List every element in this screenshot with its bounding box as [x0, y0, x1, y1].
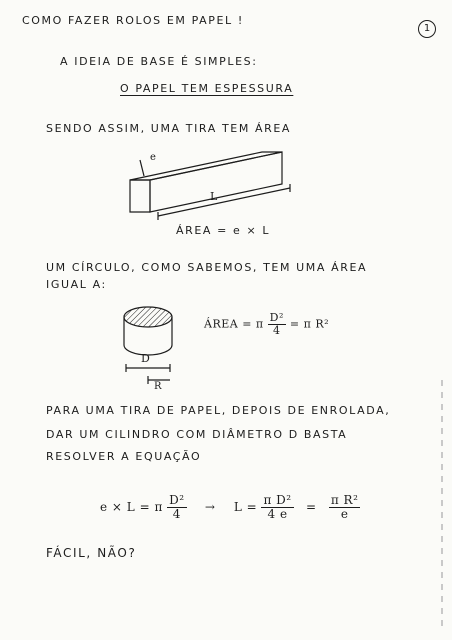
strip-width-label: e: [150, 152, 157, 163]
circle-line-2: IGUAL A:: [46, 278, 107, 291]
closing-question: FÁCIL, NÃO?: [46, 546, 137, 560]
page-edge-marks: [441, 380, 443, 630]
equation-mid-fraction: [261, 494, 293, 521]
equation-mid-numerator: π D²: [263, 493, 292, 507]
equation-mid-denominator: 4 e: [267, 507, 288, 522]
cylinder-radius-label: R: [154, 381, 163, 392]
page-title: COMO FAZER ROLOS EM PAPEL !: [22, 14, 244, 27]
strip-length-label: L: [210, 190, 218, 203]
circle-area-fraction: [268, 312, 286, 337]
page-number: 1: [418, 20, 436, 38]
cylinder-diameter-label: D: [141, 352, 151, 365]
circle-area-numerator: D²: [269, 311, 284, 324]
idea-line: A IDEIA DE BASE É SIMPLES:: [60, 55, 258, 68]
arrow-icon: →: [204, 500, 216, 515]
circle-area-formula: [204, 312, 329, 337]
final-equation: [100, 494, 360, 521]
equation-l-eq: L =: [233, 500, 258, 515]
paragraph-line-3: RESOLVER A EQUAÇÃO: [46, 450, 202, 463]
circle-area-prefix: ÁREA = π: [204, 317, 264, 331]
equation-lhs-denominator: 4: [172, 507, 181, 522]
equation-lhs-numerator: D²: [169, 493, 185, 507]
strip-area-text: ÁREA = e × L: [176, 224, 271, 237]
circle-area-rhs: = π R²: [289, 317, 330, 331]
equation-lhs-fraction: [167, 494, 186, 521]
equation-lhs: e × L = π: [100, 500, 163, 515]
equation-rhs-fraction: [329, 494, 361, 521]
thickness-line: O PAPEL TEM ESPESSURA: [120, 82, 294, 95]
equation-rhs-denominator: e: [340, 507, 349, 522]
paragraph-line-1: PARA UMA TIRA DE PAPEL, DEPOIS DE ENROLADA,: [46, 404, 391, 417]
circle-line-1: UM CÍRCULO, COMO SABEMOS, TEM UMA ÁREA: [46, 261, 368, 274]
equation-rhs-numerator: π R²: [330, 493, 359, 507]
circle-area-denominator: 4: [273, 324, 281, 338]
strip-line: SENDO ASSIM, UMA TIRA TEM ÁREA: [46, 122, 292, 135]
paragraph-line-2: DAR UM CILINDRO COM DIÂMETRO D BASTA: [46, 428, 348, 441]
equation-eq2: =: [305, 500, 317, 515]
